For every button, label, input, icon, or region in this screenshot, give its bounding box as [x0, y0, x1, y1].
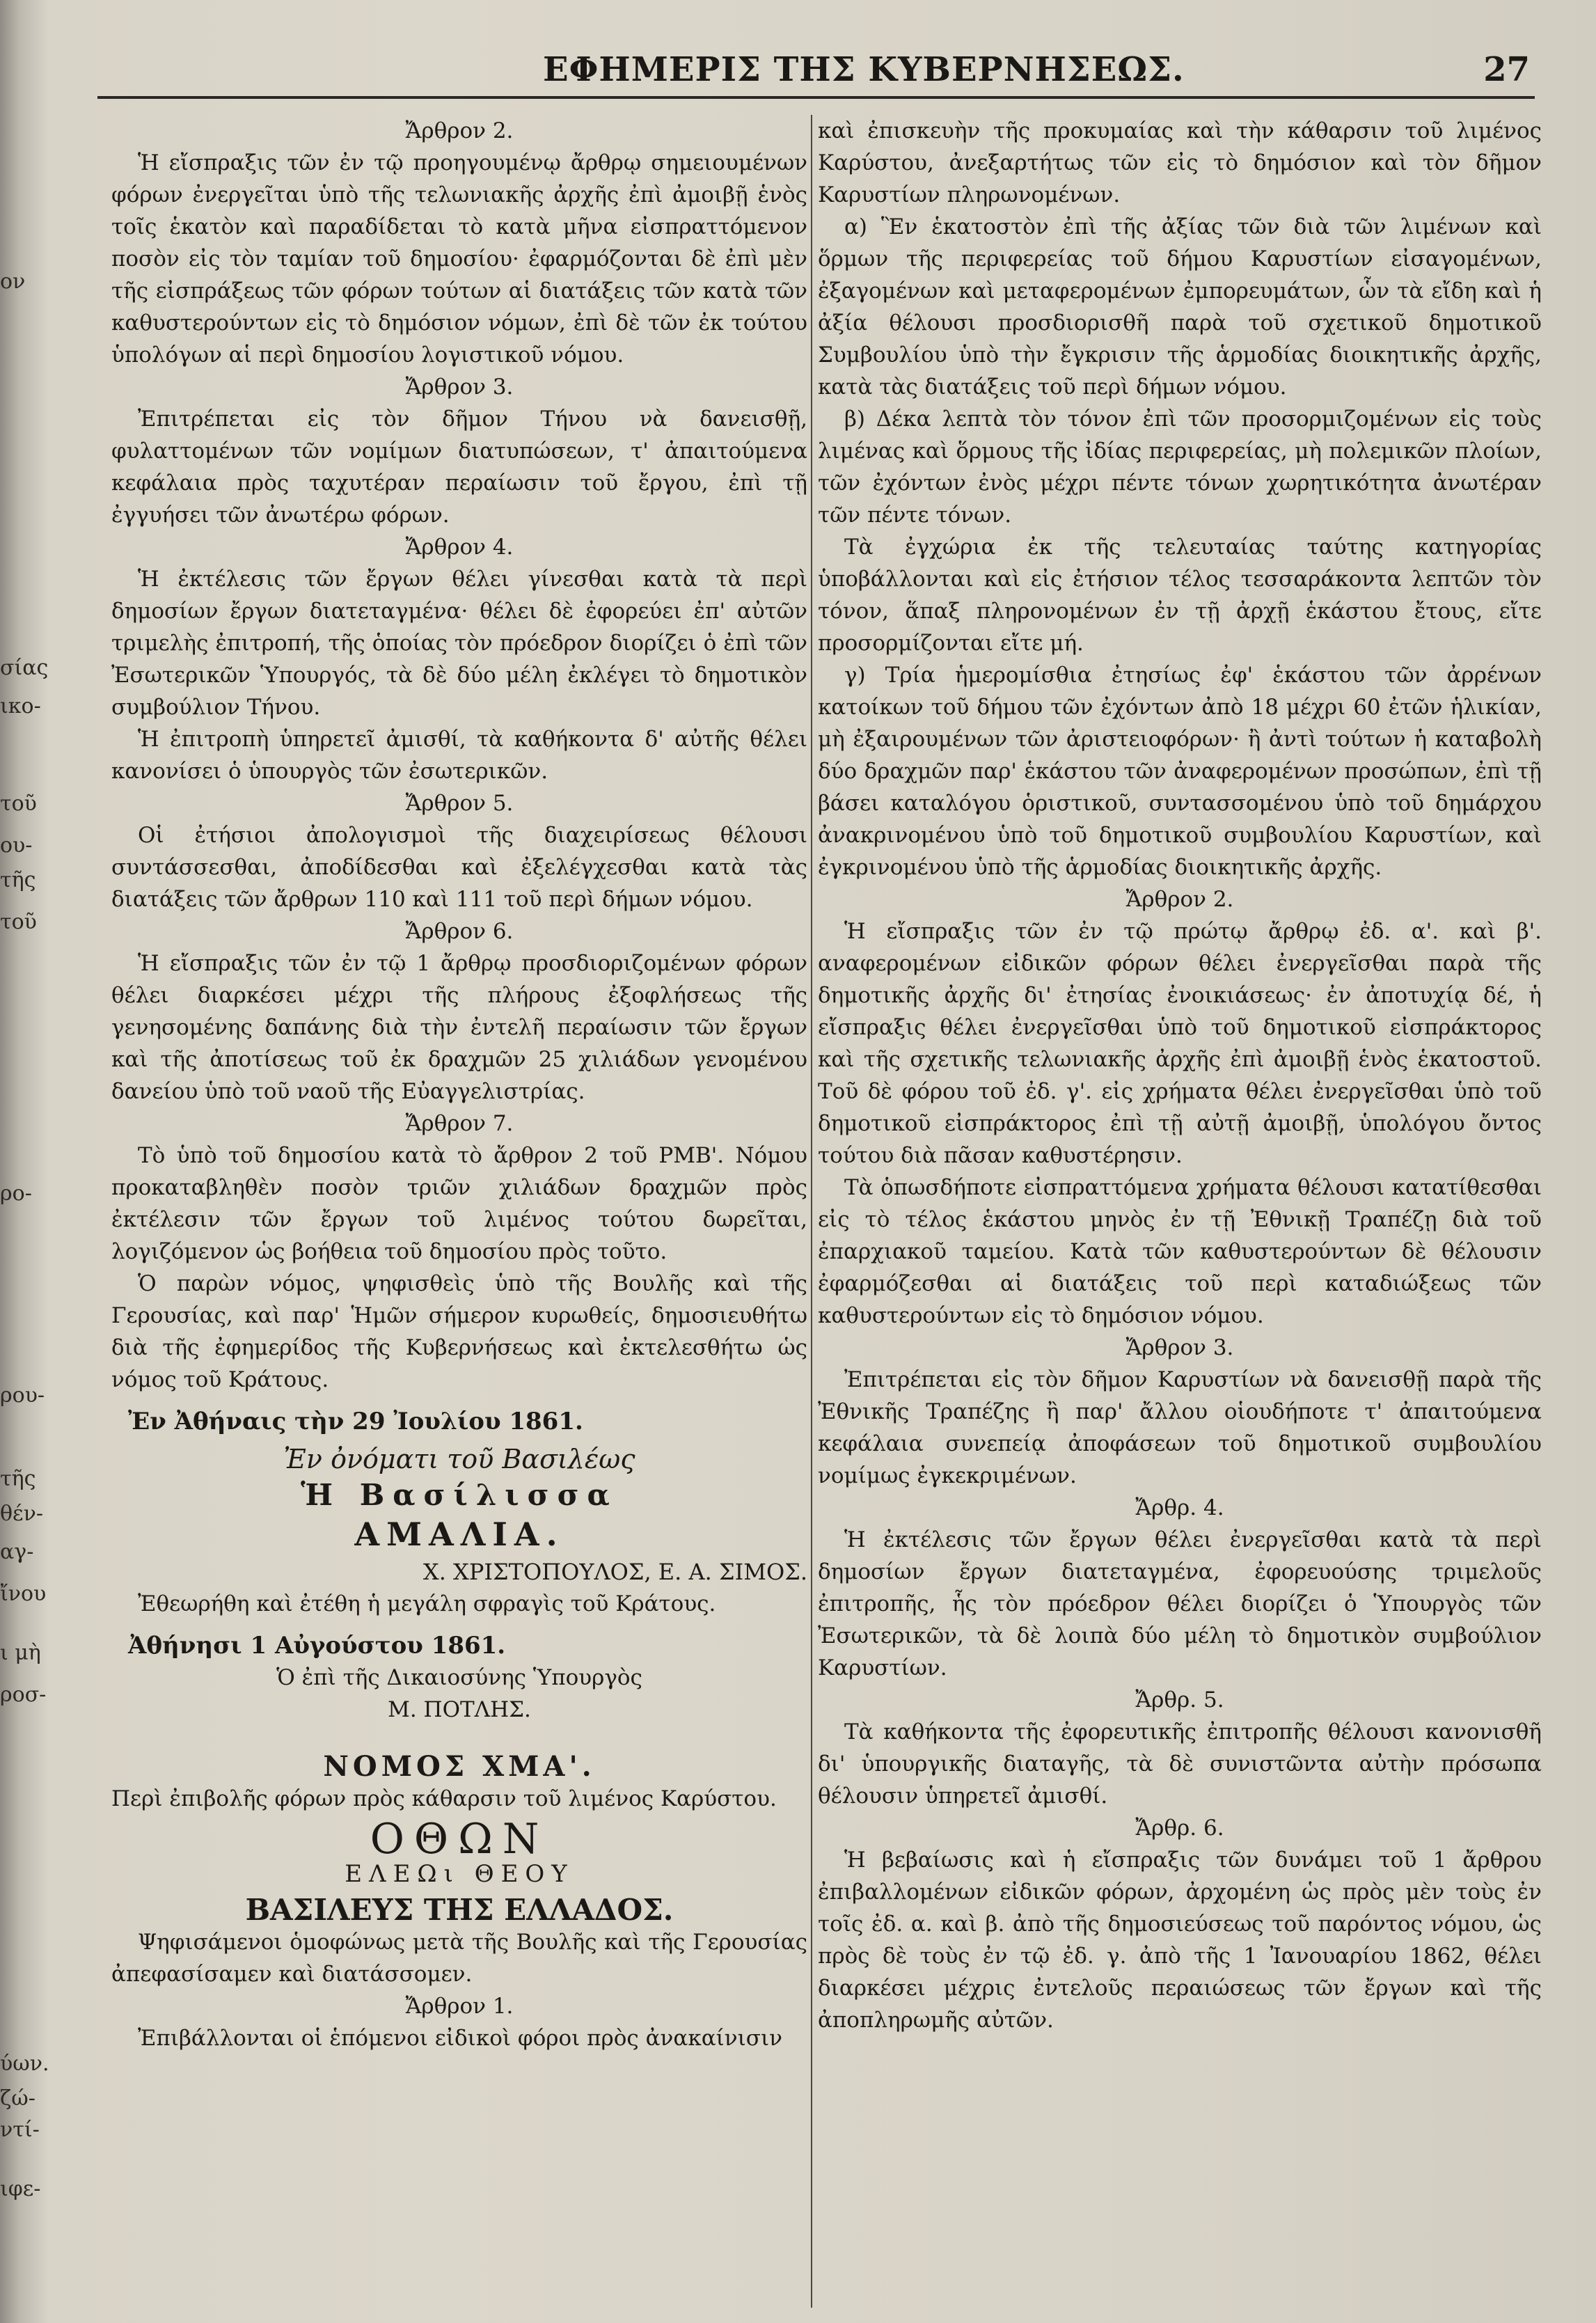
margin-fragment: ρο-: [0, 1181, 32, 1206]
margin-fragment: ου-: [0, 833, 33, 858]
by-grace-of-god: ΕΛΕΩι ΘΕΟΥ: [345, 1860, 574, 1888]
article-heading: Ἄρθρον 4.: [405, 535, 514, 560]
article-heading: Ἄρθρ. 4.: [1135, 1495, 1224, 1520]
king-title: ΒΑΣΙΛΕΥΣ ΤΗΣ ΕΛΛΑΔΟΣ.: [245, 1893, 674, 1927]
queen-name: ΑΜΑΛΙΑ.: [354, 1515, 564, 1553]
page-number: 27: [1483, 50, 1530, 89]
law-subject: Περὶ ἐπιβολῆς φόρων πρὸς κάθαρσιν τοῦ λιμένος Καρύστου.: [111, 1786, 777, 1811]
paragraph: Ἐπιτρέπεται εἰς τὸν δῆμον Καρυστίων νὰ δανεισθῇ παρὰ τῆς Ἐθνικῆς Τραπέζης ἢ παρ' ἄλλου οἱουδήποτε τ' ἀπαιτούμενα κεφάλαια συνεπείᾳ ἀποφάσεων τοῦ δημοτικοῦ συμβουλίου νομίμως ἐγκεκριμένων.: [818, 1367, 1542, 1488]
paragraph: Ἐθεωρήθη καὶ ἐτέθη ἡ μεγάλη σφραγὶς τοῦ Κράτους.: [138, 1591, 716, 1616]
article-heading: Ἄρθρον 3.: [1125, 1335, 1234, 1360]
margin-fragment: τῆς: [0, 1467, 36, 1491]
article-heading: Ἄρθρον 3.: [405, 375, 514, 400]
paragraph: Ἡ ἐκτέλεσις τῶν ἔργων θέλει γίνεσθαι κατὰ τὰ περὶ δημοσίων ἔργων διατεταγμένα· θέλει δὲ ἐφορεύει ἐπ' αὐτῶν τριμελὴς ἐπιτροπή, τῆς ὁποίας τὸν πρόεδρον διορίζει ὁ ἐπὶ τῶν Ἐσωτερικῶν Ὑπουργός, τὰ δὲ δύο μέλη ἐκλέγει τὸ δημοτικὸν συμβούλιον Τήνου.: [111, 567, 807, 720]
article-heading: Ἄρθρ. 5.: [1135, 1687, 1224, 1712]
article-heading: Ἄρθρον 6.: [405, 919, 514, 944]
margin-fragment: ζώ-: [0, 2086, 35, 2111]
article-heading: Ἄρθρον 2.: [1125, 887, 1234, 912]
paragraph: α) Ἓν ἑκατοστὸν ἐπὶ τῆς ἀξίας τῶν διὰ τῶν λιμένων καὶ ὅρμων τῆς περιφερείας τοῦ δήμου Καρυστίων εἰσαγομένων, ἐξαγομένων καὶ μεταφερομένων ἐμπορευμάτων, ὧν τὰ εἴδη καὶ ἡ ἀξία θέλουσι προσδιορισθῆ παρὰ τοῦ σχετικοῦ δημοτικοῦ Συμβουλίου ὑπὸ τὴν ἔγκρισιν τῆς ἁρμοδίας διοικητικῆς ἀρχῆς, κατὰ τὰς διατάξεις τοῦ περὶ δήμων νόμου.: [818, 214, 1542, 400]
margin-fragment: ροσ-: [0, 1683, 47, 1707]
article-heading: Ἄρθρ. 6.: [1135, 1816, 1224, 1841]
paragraph: Ἐπιβάλλονται οἱ ἑπόμενοι εἰδικοὶ φόροι πρὸς ἀνακαίνισιν: [138, 2026, 782, 2051]
queen-title: Ἡ Βασίλισσα: [301, 1478, 618, 1512]
right-column: [818, 115, 1542, 2036]
margin-fragment: ἴνου: [0, 1582, 47, 1606]
date-line: Ἐν Ἀθήναις τὴν 29 Ἰουλίου 1861.: [128, 1408, 583, 1435]
paragraph: γ) Τρία ἡμερομίσθια ἐτησίως ἐφ' ἑκάστου τῶν ἀρρένων κατοίκων τοῦ δήμου τῶν ἐχόντων ἀπὸ 18 μέχρι 60 ἐτῶν ἡλικίαν, μὴ ἐξαιρουμένων τῶν ἀριστειοφόρων· ἢ ἀντὶ τούτων ἡ καταβολὴ δύο δραχμῶν παρ' ἑκάστου τῶν ἀναφερομένων προσώπων, ἐπὶ τῇ βάσει καταλόγου ὁριστικοῦ, συντασσομένου ὑπὸ τοῦ δημάρχου ἀνακρινομένου ὑπὸ τοῦ δημοτικοῦ συμβουλίου Καρυστίων, καὶ ἐγκρινομένου ὑπὸ τῆς ἁρμοδίας διοικητικῆς ἀρχῆς.: [818, 663, 1542, 880]
margin-fragment: σίας: [0, 656, 49, 680]
in-the-name-line: Ἐν ὀνόματι τοῦ Βασιλέως: [283, 1444, 635, 1474]
column-divider: [811, 115, 812, 2308]
margin-fragment: θέν-: [0, 1502, 43, 1526]
paragraph: Ψηφισάμενοι ὁμοφώνως μετὰ τῆς Βουλῆς καὶ τῆς Γερουσίας ἀπεφασίσαμεν καὶ διατάσσομεν.: [111, 1930, 807, 1987]
margin-fragment: ύων.: [0, 2052, 49, 2076]
paragraph: Ἡ ἐκτέλεσις τῶν ἔργων θέλει ἐνεργεῖσθαι κατὰ τὰ περὶ δημοσίων ἔργων διατεταγμένα, ἐφορευούσης τριμελοῦς ἐπιτροπῆς, ἧς τὸν πρόεδρον θέλει διορίζει ὁ Ὑπουργὸς τῶν Ἐσωτερικῶν, τὰ δὲ λοιπὰ δύο μέλη τὸ δημοτικὸν συμβούλιον Καρυστίων.: [818, 1527, 1542, 1680]
margin-fragment: ντί-: [0, 2118, 40, 2142]
signatories: Χ. ΧΡΙΣΤΟΠΟΥΛΟΣ, Ε. Α. ΣΙΜΟΣ.: [422, 1559, 807, 1585]
left-column: [111, 115, 807, 2054]
paragraph: β) Δέκα λεπτὰ τὸν τόνον ἐπὶ τῶν προσορμιζομένων εἰς τοὺς λιμένας καὶ ὅρμους τῆς ἰδίας περιφερείας, μὴ πολεμικῶν πλοίων, τῶν ἐχόντων ἐνὸς μέχρι πέντε τόνων χωρητικότητα ἀνωτέραν τῶν πέντε τόνων.: [818, 407, 1542, 528]
paragraph: Τὰ ὁπωσδήποτε εἰσπραττόμενα χρήματα θέλουσι κατατίθεσθαι εἰς τὸ τέλος ἑκάστου μηνὸς ἐν τῇ Ἐθνικῇ Τραπέζῃ διὰ τοῦ ἐπαρχιακοῦ ταμείου. Κατὰ τῶν καθυστερούντων δὲ θέλουσιν ἐφαρμόζεσθαι αἱ διατάξεις τοῦ περὶ καταδιώξεως τῶν καθυστερούντων εἰς τὸ δημόσιον νόμου.: [818, 1175, 1542, 1328]
article-heading: Ἄρθρον 1.: [405, 1994, 514, 2019]
king-name: ΟΘΩΝ: [370, 1815, 549, 1864]
paragraph: Ἡ βεβαίωσις καὶ ἡ εἴσπραξις τῶν δυνάμει τοῦ 1 ἄρθρου ἐπιβαλλομένων εἰδικῶν φόρων, ἀρχομένη ὡς πρὸς μὲν τοὺς ἐν τοῖς ἐδ. α. καὶ β. ἀπὸ τῆς δημοσιεύσεως τοῦ παρόντος νόμου, ὡς πρὸς δὲ τοὺς ἐν τῷ ἐδ. γ. ἀπὸ τῆς 1 Ἰανουαρίου 1862, θέλει διαρκέσει μέχρις ἐντελοῦς περαιώσεως τῶν ἔργων καὶ τῆς ἀποπληρωμῆς αὐτῶν.: [818, 1848, 1542, 2033]
margin-fragment: ρου-: [0, 1383, 45, 1408]
paragraph: Οἱ ἐτήσιοι ἀπολογισμοὶ τῆς διαχειρίσεως θέλουσι συντάσσεσθαι, ἀποδίδεσθαι καὶ ἐξελέγχεσθαι κατὰ τὰς διατάξεις τῶν ἄρθρων 110 καὶ 111 τοῦ περὶ δήμων νόμου.: [111, 823, 807, 912]
margin-fragment: τῆς: [0, 868, 36, 892]
article-heading: Ἄρθρον 2.: [405, 118, 514, 143]
article-heading: Ἄρθρον 5.: [405, 791, 514, 816]
minister-line: Μ. ΠΟΤΛΗΣ.: [388, 1697, 531, 1722]
paragraph: Τὰ ἐγχώρια ἐκ τῆς τελευταίας ταύτης κατηγορίας ὑποβάλλονται καὶ εἰς ἐτήσιον τέλος τεσσαράκοντα λεπτῶν τὸν τόνον, ἅπαξ πληρονομένων ἐν τῇ ἀρχῇ ἑκάστου ἔτους, εἴτε προσορμίζονται εἴτε μή.: [818, 535, 1542, 656]
margin-fragment: ιφε-: [0, 2177, 41, 2201]
paragraph: Ἡ εἴσπραξις τῶν ἐν τῷ 1 ἄρθρῳ προσδιοριζομένων φόρων θέλει διαρκέσει μέχρι τῆς πλήρους ἐξοφλήσεως τῆς γενησομένης δαπάνης διὰ τὴν ἐντελῆ περαίωσιν τῶν ἔργων καὶ τῆς ἀποτίσεως τοῦ ἐκ δραχμῶν 25 χιλιάδων γενομένου δανείου ὑπὸ τοῦ ναοῦ τῆς Εὐαγγελιστρίας.: [111, 951, 807, 1104]
seal-date-line: Ἀθήνησι 1 Αὐγούστου 1861.: [128, 1632, 506, 1660]
page-header: [0, 50, 1596, 99]
paragraph: καὶ ἐπισκευὴν τῆς προκυμαίας καὶ τὴν κάθαρσιν τοῦ λιμένος Καρύστου, ἀνεξαρτήτως τῶν εἰς τὸ δημόσιον καὶ τὸν δῆμον Καρυστίων πληρωνομένων.: [818, 118, 1542, 207]
paragraph: Ἡ ἐπιτροπὴ ὑπηρετεῖ ἀμισθί, τὰ καθήκοντα δ' αὐτῆς θέλει κανονίσει ὁ ὑπουργὸς τῶν ἐσωτερικῶν.: [111, 727, 807, 784]
paragraph: Τὸ ὑπὸ τοῦ δημοσίου κατὰ τὸ ἄρθρον 2 τοῦ ΡΜΒ'. Νόμου προκαταβληθὲν ποσὸν τριῶν χιλιάδων δραχμῶν πρὸς ἐκτέλεσιν τῶν ἔργων τοῦ λιμένος τούτου δωρεῖται, λογιζόμενον ὡς βοήθεια τοῦ δημοσίου πρὸς τοῦτο.: [111, 1143, 807, 1264]
law-title: ΝΟΜΟΣ ΧΜΑ'.: [323, 1750, 596, 1783]
margin-fragment: ι μὴ: [0, 1641, 41, 1665]
margin-fragment: αγ-: [0, 1540, 34, 1564]
article-heading: Ἄρθρον 7.: [405, 1111, 514, 1136]
margin-fragment: τοῦ: [0, 910, 37, 934]
paragraph: Ὁ παρὼν νόμος, ψηφισθεὶς ὑπὸ τῆς Βουλῆς καὶ τῆς Γερουσίας, καὶ παρ' Ἡμῶν σήμερον κυρωθείς, δημοσιευθήτω διὰ τῆς ἐφημερίδος τῆς Κυβερνήσεως καὶ ἐκτελεσθήτω ὡς νόμος τοῦ Κράτους.: [111, 1271, 807, 1392]
margin-fragment: ικο-: [0, 694, 41, 718]
header-rule: [97, 96, 1535, 99]
newspaper-title: ΕΦΗΜΕΡΙΣ ΤΗΣ ΚΥΒΕΡΝΗΣΕΩΣ.: [543, 50, 1185, 89]
paragraph: Ἡ εἴσπραξις τῶν ἐν τῷ προηγουμένῳ ἄρθρῳ σημειουμένων φόρων ἐνεργεῖται ὑπὸ τῆς τελωνιακῆς ἀρχῆς ἐπὶ ἀμοιβῇ ἑνὸς τοῖς ἑκατὸν καὶ παραδίδεται τὸ κατὰ μῆνα εἰσπραττόμενον ποσὸν εἰς τὸν ταμίαν τοῦ δημοσίου· ἐφαρμόζονται δὲ ἐπὶ μὲν τῆς εἰσπράξεως τῶν φόρων τούτων αἱ διατάξεις τῶν κατὰ τῶν καθυστερούντων εἰς τὸ δημόσιον νόμων, ἐπὶ δὲ τῶν ἐκ τούτου ὑπολόγων αἱ περὶ δημοσίου λογιστικοῦ νόμου.: [111, 150, 807, 368]
minister-line: Ὁ ἐπὶ τῆς Δικαιοσύνης Ὑπουργὸς: [276, 1665, 642, 1690]
margin-fragment: ον: [0, 269, 26, 294]
paragraph: Ἐπιτρέπεται εἰς τὸν δῆμον Τήνου νὰ δανεισθῇ, φυλαττομένων τῶν νομίμων διατυπώσεων, τ' ἀπαιτούμενα κεφάλαια πρὸς ταχυτέραν περαίωσιν τοῦ ἔργου, ἐπὶ τῇ ἐγγυήσει τῶν ἀνωτέρω φόρων.: [111, 407, 807, 528]
margin-fragment: τοῦ: [0, 792, 37, 816]
paragraph: Ἡ εἴσπραξις τῶν ἐν τῷ πρώτῳ ἄρθρῳ ἐδ. α'. καὶ β'. αναφερομένων εἰδικῶν φόρων θέλει ἐνεργεῖσθαι παρὰ τῆς δημοτικῆς ἀρχῆς δι' ἐτησίας ἐνοικιάσεως· ἐν ἀποτυχίᾳ δέ, ἡ εἴσπραξις θέλει ἐνεργεῖσθαι ὑπὸ τοῦ δημοτικοῦ εἰσπράκτορος καὶ τῆς σχετικῆς τελωνιακῆς ἀρχῆς ἐπὶ ἀμοιβῇ ἑνὸς ἑκατοστοῦ. Τοῦ δὲ φόρου τοῦ ἐδ. γ'. εἰς χρήματα θέλει ἐνεργεῖσθαι ὑπὸ τοῦ δημοτικοῦ εἰσπράκτορος ἐπὶ τῇ αὐτῇ ἀμοιβῇ, ὑπολόγου ὄντος τούτου διὰ πᾶσαν καθυστέρησιν.: [818, 919, 1542, 1168]
paragraph: Τὰ καθήκοντα τῆς ἐφορευτικῆς ἐπιτροπῆς θέλουσι κανονισθῆ δι' ὑπουργικῆς διαταγῆς, τὰ δὲ συνιστῶντα αὐτὴν πρόσωπα θέλουσιν ὑπηρετεῖ ἀμισθί.: [818, 1719, 1542, 1809]
